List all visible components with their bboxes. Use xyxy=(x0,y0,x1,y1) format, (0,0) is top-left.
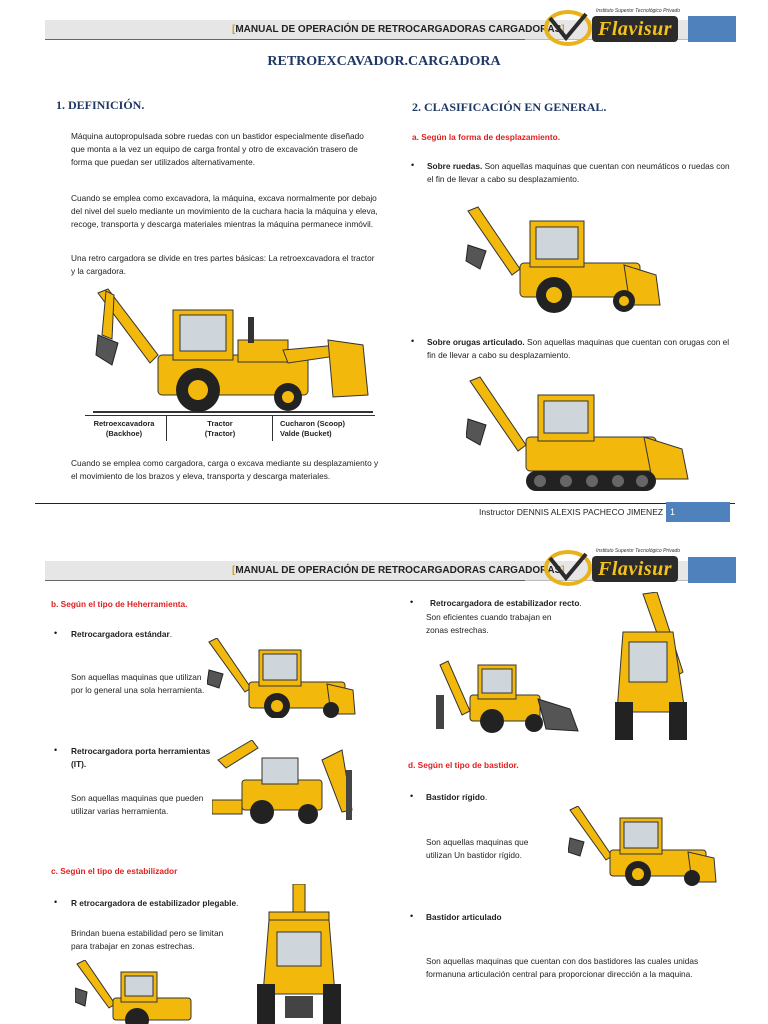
bullet-icon: • xyxy=(411,160,415,170)
retro-porta-herramientas-description: Son aquellas maquinas que pueden utilizar varias herramienta. xyxy=(71,793,204,816)
section-definicion-heading: 1. DEFINICIÓN. xyxy=(56,98,145,112)
subsection-a-heading: a. Según la forma de desplazamiento. xyxy=(412,132,560,142)
page1-footer-instructor: Instructor DENNIS ALEXIS PACHECO JIMENEZ xyxy=(479,507,664,517)
bastidor-rigido-description: Son aquellas maquinas que utilizan Un bastidor rígido. xyxy=(426,837,529,860)
scoop-label: Cucharon (Scoop) Valde (Bucket) xyxy=(280,419,345,438)
page2-header-blue-box xyxy=(688,557,736,583)
straight-stabilizer-front-image xyxy=(613,592,693,742)
definicion-paragraph-1: Máquina autopropulsada sobre ruedas con un bastidor especialmente diseñado que monta a la vez un equipo de carga frontal y otro de excavación trasero de forma que puedan ser utilizados alternativamente. xyxy=(71,131,364,167)
item-retro-porta-herramientas: Retrocargadora porta herramientas (IT). xyxy=(71,746,211,769)
item-estabilizador-plegable: R etrocargadora de estabilizador plegable. xyxy=(71,898,239,908)
backhoe-loader-diagram-image xyxy=(88,285,388,415)
logo-tagline: Instituto Superior Tecnológico Privado xyxy=(596,8,681,14)
folding-stabilizer-side-image xyxy=(75,960,195,1024)
item-bastidor-articulado: Bastidor articulado xyxy=(426,912,502,922)
bastidor-articulado-description: Son aquellas maquinas que cuentan con dos bastidores las cuales unidas formanuna articulación central para proporcionar dirección a la maquina. xyxy=(426,956,699,979)
item-sobre-orugas: Sobre orugas articulado. Son aquellas maquinas que cuentan con orugas con el fin de llevar a cabo su desplazamiento. xyxy=(427,337,730,360)
diagram-divider-2 xyxy=(272,415,273,441)
logo-emblem-icon xyxy=(540,8,600,48)
page1-footer-rule xyxy=(35,503,735,504)
definicion-paragraph-2: Cuando se emplea como excavadora, la máquina, excava normalmente por debajo del nivel del suelo mediante un movimiento de la cuchara hacia la máquina y eleva, recoge, transporta y descarga materiales mientras la máquina permanece inmóvil. xyxy=(71,193,378,229)
logo-wordmark: Flavisur xyxy=(592,556,678,582)
item-bastidor-rigido: Bastidor rígido. xyxy=(426,792,488,802)
item-estabilizador-recto: Retrocargadora de estabilizador recto. xyxy=(430,598,582,608)
bullet-icon: • xyxy=(54,897,58,907)
diagram-label-rule xyxy=(85,415,375,416)
logo-tagline: Instituto Superior Tecnológico Privado xyxy=(596,548,681,554)
page2-header-title: [MANUAL DE OPERACIÓN DE RETROCARGADORAS CARGADORAS] xyxy=(232,565,565,576)
folding-stabilizer-backhoe-image xyxy=(255,884,345,1024)
section-clasificacion-heading: 2. CLASIFICACIÓN EN GENERAL. xyxy=(412,100,607,114)
diagram-divider-1 xyxy=(166,415,167,441)
backhoe-label: Retroexcavadora (Backhoe) xyxy=(93,419,155,438)
page1-header-blue-box xyxy=(688,16,736,42)
bullet-icon: • xyxy=(410,597,414,607)
logo-wordmark: Flavisur xyxy=(592,16,678,42)
bullet-icon: • xyxy=(54,628,58,638)
tracked-backhoe-image xyxy=(466,375,696,495)
subsection-b-heading: b. Según el tipo de Heherramienta. xyxy=(51,599,188,609)
bullet-icon: • xyxy=(411,336,415,346)
wheeled-backhoe-image xyxy=(464,205,664,315)
page1-page-number: 1 xyxy=(666,502,730,522)
bullet-icon: • xyxy=(54,745,58,755)
page1-header-title: [MANUAL DE OPERACIÓN DE RETROCARGADORAS CARGADORAS] xyxy=(232,24,565,35)
page1-flavisur-logo xyxy=(540,8,680,44)
definicion-paragraph-3: Una retro cargadora se divide en tres partes básicas: La retroexcavadora el tractor y la cargadora. xyxy=(71,253,375,276)
subsection-c-heading: c. Según el tipo de estabilizador xyxy=(51,866,178,876)
straight-stabilizer-backhoe-image xyxy=(430,655,580,735)
bullet-icon: • xyxy=(410,791,414,801)
estabilizador-recto-description: Son eficientes cuando trabajan en zonas estrechas. xyxy=(426,612,552,635)
document-title: RETROEXCAVADOR.CARGADORA xyxy=(267,54,501,69)
item-retro-estandar: Retrocargadora estándar. xyxy=(71,629,172,639)
subsection-d-heading: d. Según el tipo de bastidor. xyxy=(408,760,519,770)
standard-backhoe-image xyxy=(207,638,357,718)
tool-carrier-backhoe-image xyxy=(212,740,362,830)
page2-flavisur-logo xyxy=(540,548,680,584)
tractor-label: Tractor (Tractor) xyxy=(204,419,236,438)
definicion-paragraph-4: Cuando se emplea como cargadora, carga o excava mediante su desplazamiento y el movimiento de los brazos y eleva, transporta y descarga materiales. xyxy=(71,458,379,481)
bullet-icon: • xyxy=(410,911,414,921)
retro-estandar-description: Son aquellas maquinas que utilizan por lo general una sola herramienta. xyxy=(71,672,205,695)
item-sobre-ruedas: Sobre ruedas. Son aquellas maquinas que cuentan con neumáticos o ruedas con el fin de llevar a cabo su desplazamiento. xyxy=(427,161,730,184)
estabilizador-plegable-description: Brindan buena estabilidad pero se limitan para trabajar en zonas estrechas. xyxy=(71,928,224,951)
logo-emblem-icon xyxy=(540,548,600,588)
rigid-frame-backhoe-image xyxy=(568,806,718,886)
